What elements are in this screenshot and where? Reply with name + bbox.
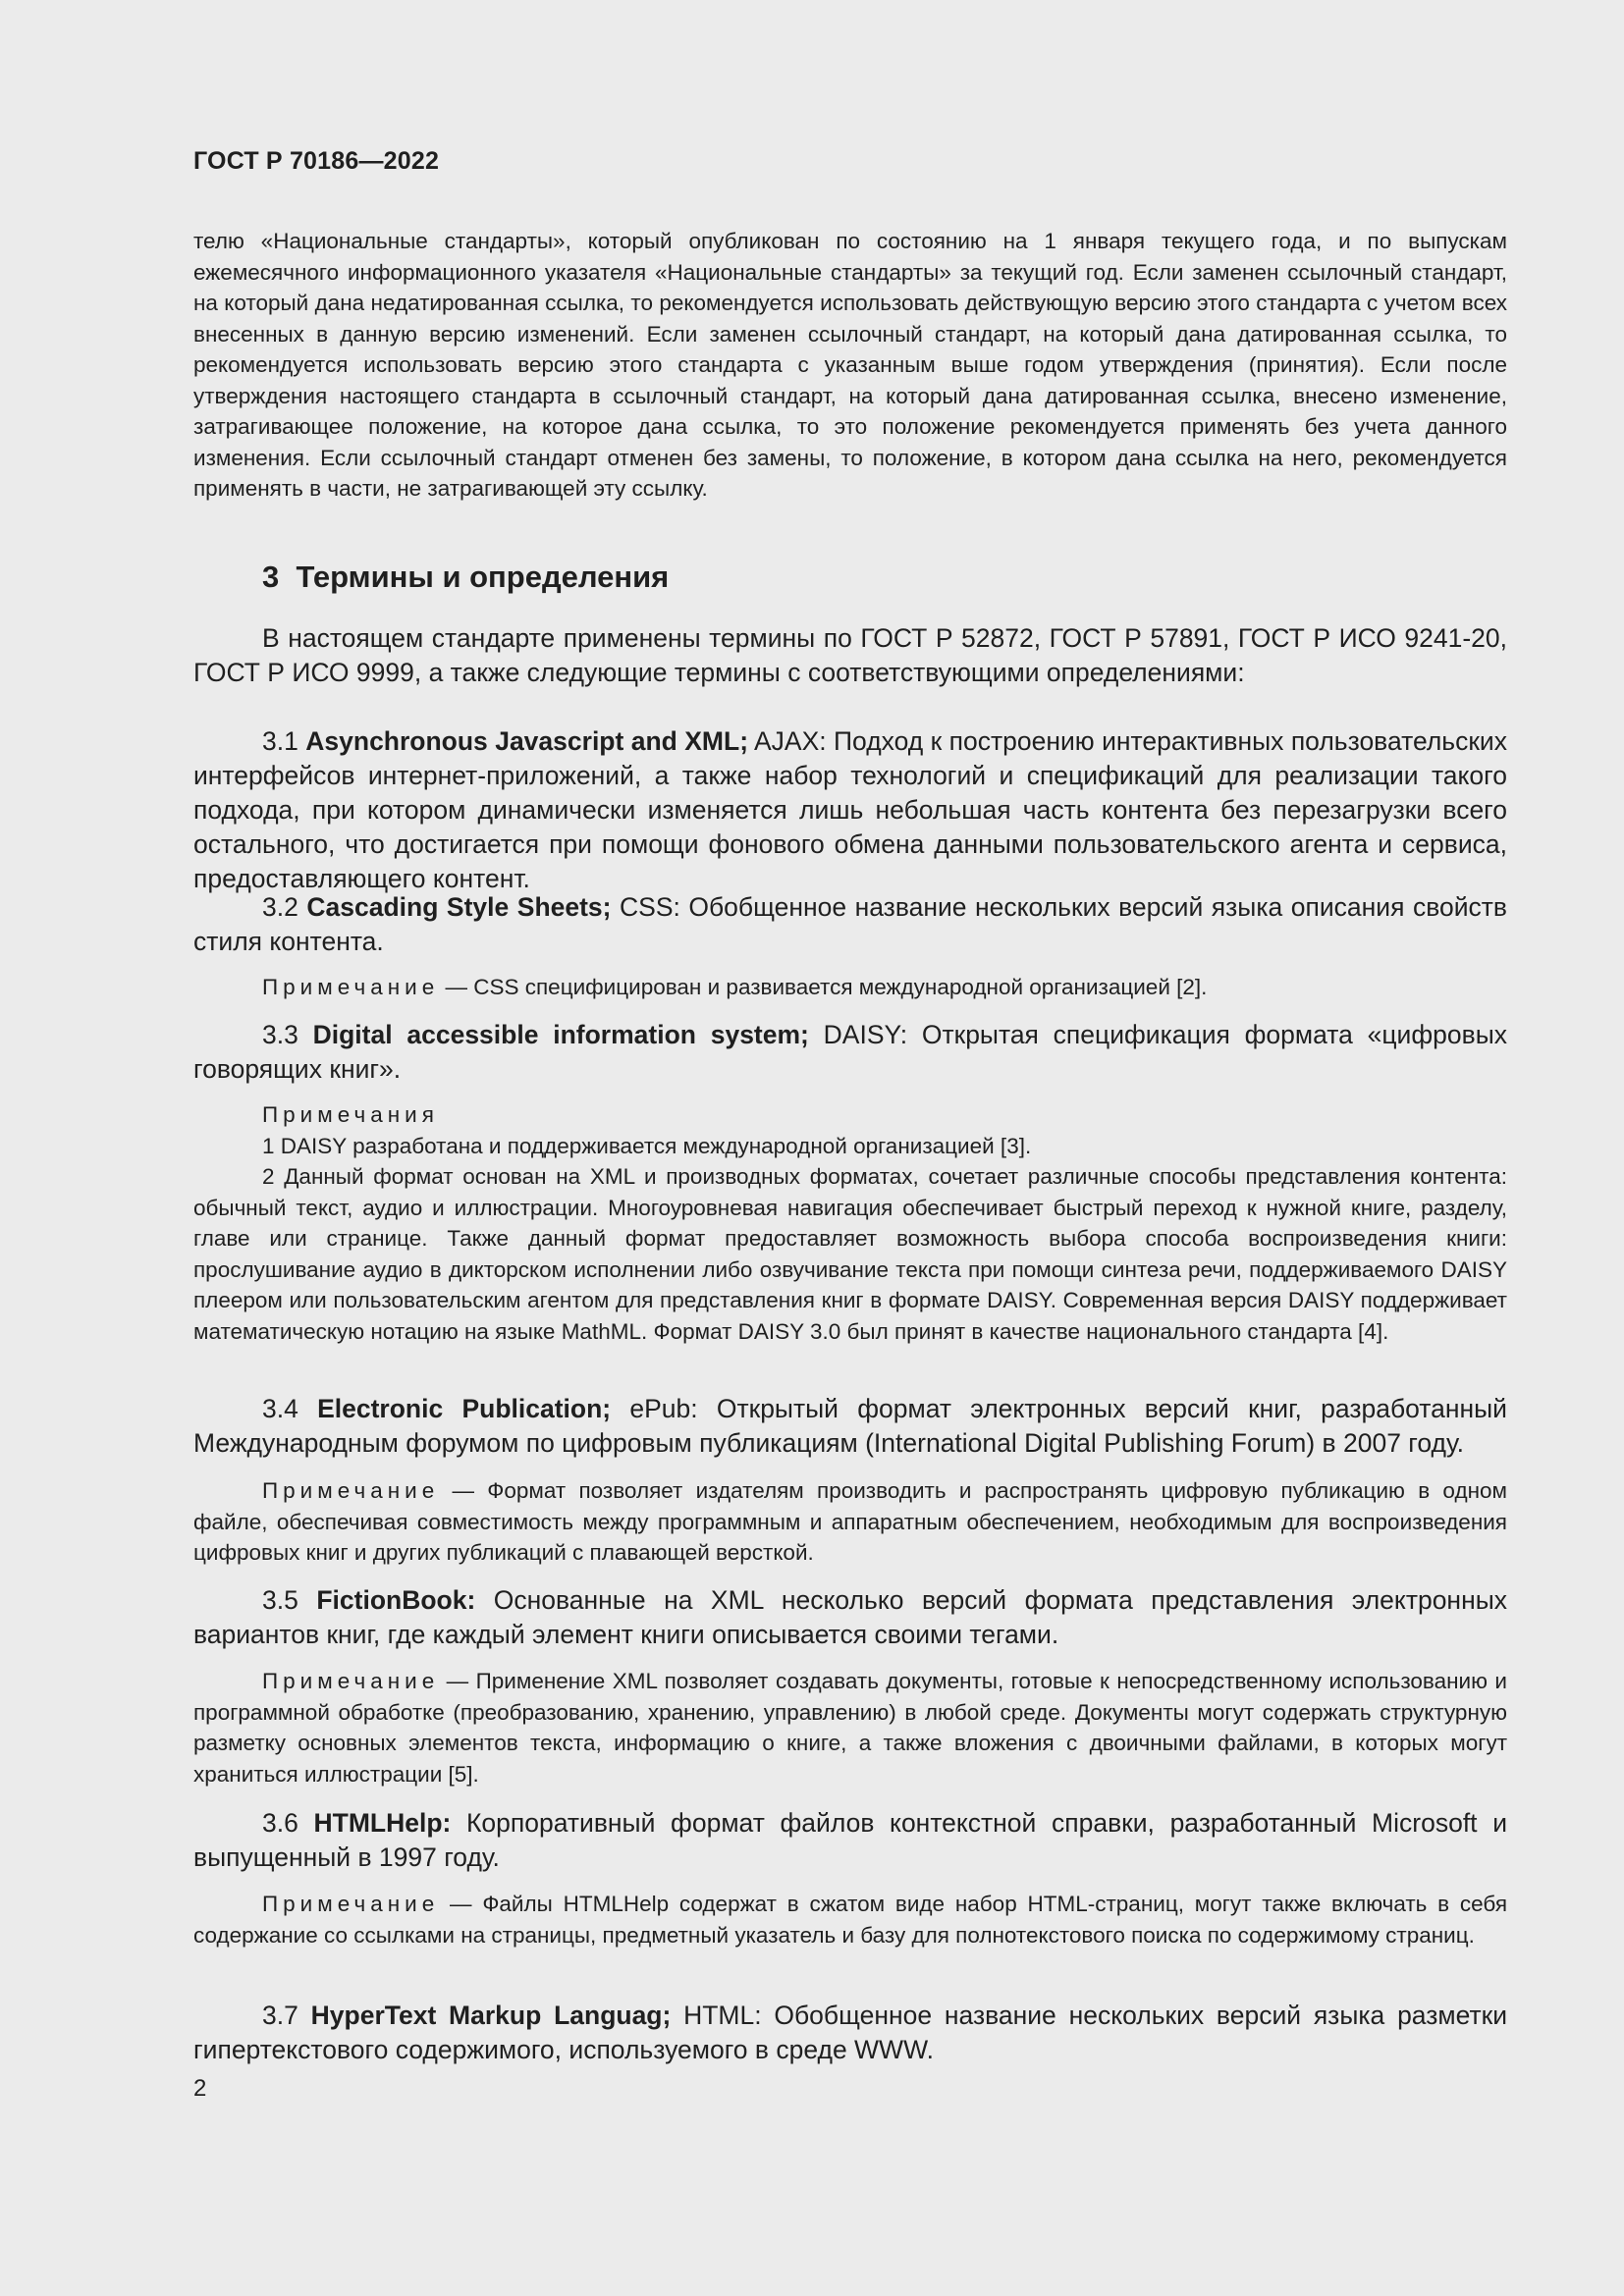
note-label: Примечание: [262, 1478, 440, 1503]
term-3-7: [193, 1999, 1507, 2067]
term-3-6: [193, 1806, 1507, 1875]
term-definition: HTML: Обобщенное название нескольких версий языка разметки гипертекстового содержимого, используемого в среде WWW.: [193, 2001, 1508, 2064]
note-text: — Файлы HTMLHelp содержат в сжатом виде набор HTML-страниц, могут также включать в себя содержание со ссылками на страницы, предметный указатель и базу для полнотекстового поиска по содержимому страниц.: [193, 1892, 1507, 1948]
term-3-5: [193, 1583, 1507, 1652]
note-htmlhelp: [193, 1889, 1507, 1950]
term-title: HyperText Markup Languag;: [310, 2001, 672, 2030]
note-label: Примечание: [262, 975, 440, 999]
note-fictionbook: [193, 1666, 1507, 1789]
intro-paragraph: телю «Национальные стандарты», который опубликован по состоянию на 1 января текущего года, и по выпускам ежемесячного информационного указателя «Национальные стандарты» за текущий год. Если заменен ссылочный стандарт, на который дана недатированная ссылка, то рекомендуется использовать действующую версию этого стандарта с учетом всех внесенных в данную версию изменений. Если заменен ссылочный стандарт, на который дана датированная ссылка, то рекомендуется использовать версию этого стандарта с указанным выше годом утверждения (принятия). Если после утверждения настоящего стандарта в ссылочный стандарт, на который дана датированная ссылка, внесено изменение, затрагивающее положение, на которое дана ссылка, то это положение рекомендуется применять без учета данного изменения. Если ссылочный стандарт отменен без замены, то положение, в котором дана ссылка на него, рекомендуется применять в части, не затрагивающей эту ссылку.: [193, 229, 1507, 501]
term-definition: Основанные на XML несколько версий формата представления электронных вариантов книг, где каждый элемент книги описывается своими тегами.: [193, 1585, 1507, 1649]
document-header: ГОСТ Р 70186—2022: [193, 147, 440, 175]
term-3-3: [193, 1018, 1507, 1087]
term-number: 3.7: [262, 2001, 298, 2030]
term-3-1: [193, 724, 1507, 896]
term-3-2: [193, 890, 1507, 959]
section-title: Термины и определения: [296, 560, 670, 594]
term-number: 3.6: [262, 1808, 298, 1838]
term-number: 3.4: [262, 1394, 298, 1423]
term-definition: AJAX: Подход к построению интерактивных пользовательских интерфейсов интернет-приложений, а также набор технологий и спецификаций для реализации такого подхода, при котором динамически изменяется лишь небольшая часть контента без перезагрузки всего остального, что достигается при помощи фонового обмена данными пользовательского агента и сервиса, предоставляющего контент.: [193, 726, 1507, 893]
term-definition: Корпоративный формат файлов контекстной справки, разработанный Microsoft и выпущенный в 1997 году.: [193, 1808, 1507, 1872]
note-css: [193, 972, 1507, 1003]
notes-daisy: [193, 1099, 1507, 1347]
page-number: 2: [193, 2075, 207, 2102]
note-label: Примечание: [262, 1669, 440, 1693]
note-daisy-2: 2 Данный формат основан на XML и производных форматах, сочетает различные способы представления контента: обычный текст, аудио и иллюстрации. Многоуровневая навигация обеспечивает быстрый переход к нужной книге, разделу, главе или странице. Также данный формат предоставляет возможность выбора способа воспроизведения книги: прослушивание аудио в дикторском исполнении либо озвучивание текста при помощи синтеза речи, поддерживаемого DAISY плеером или пользовательским агентом для представления книг в формате DAISY. Современная версия DAISY поддерживает математическую нотацию на языке MathML. Формат DAISY 3.0 был принят в качестве национального стандарта [4].: [193, 1164, 1507, 1344]
term-number: 3.5: [262, 1585, 298, 1615]
term-title: FictionBook:: [316, 1585, 476, 1615]
note-epub: [193, 1475, 1507, 1569]
section-intro: В настоящем стандарте применены термины по ГОСТ Р 52872, ГОСТ Р 57891, ГОСТ Р ИСО 9241-20, ГОСТ Р ИСО 9999, а также следующие термины с соответствующими определениями:: [193, 623, 1507, 687]
notes-label: Примечания: [262, 1102, 439, 1127]
term-title: Electronic Publication;: [317, 1394, 612, 1423]
term-title: Asynchronous Javascript and XML;: [305, 726, 749, 756]
section-number: 3: [262, 560, 280, 594]
term-number: 3.3: [262, 1020, 298, 1049]
section-heading: [193, 560, 1576, 595]
note-text: — Применение XML позволяет создавать документы, готовые к непосредственному использованию и программной обработке (преобразованию, хранению, управлению) в любой среде. Документы могут содержать структурную разметку основных элементов текста, информацию о книге, а также вложения с двоичными файлами, в которых могут храниться иллюстрации [5].: [193, 1669, 1507, 1787]
term-title: Cascading Style Sheets;: [306, 892, 612, 922]
term-title: HTMLHelp:: [313, 1808, 452, 1838]
note-text: — CSS специфицирован и развивается международной организацией [2].: [439, 975, 1208, 999]
term-number: 3.1: [262, 726, 298, 756]
term-definition: DAISY: Открытая спецификация формата «цифровых говорящих книг».: [193, 1020, 1507, 1084]
term-3-4: [193, 1392, 1507, 1461]
note-label: Примечание: [262, 1892, 440, 1916]
note-daisy-1: 1 DAISY разработана и поддерживается международной организацией [3].: [262, 1133, 1032, 1158]
term-number: 3.2: [262, 892, 298, 922]
term-definition: CSS: Обобщенное название нескольких версий языка описания свойств стиля контента.: [193, 892, 1507, 956]
term-definition: ePub: Открытый формат электронных версий книг, разработанный Международным форумом по цифровым публикациям (International Digital Publishing Forum) в 2007 году.: [193, 1394, 1507, 1458]
note-text: — Формат позволяет издателям производить и распространять цифровую публикацию в одном файле, обеспечивая совместимость между программным и аппаратным обеспечением, необходимым для воспроизведения цифровых книг и других публикаций с плавающей версткой.: [193, 1478, 1507, 1565]
term-title: Digital accessible information system;: [312, 1020, 809, 1049]
